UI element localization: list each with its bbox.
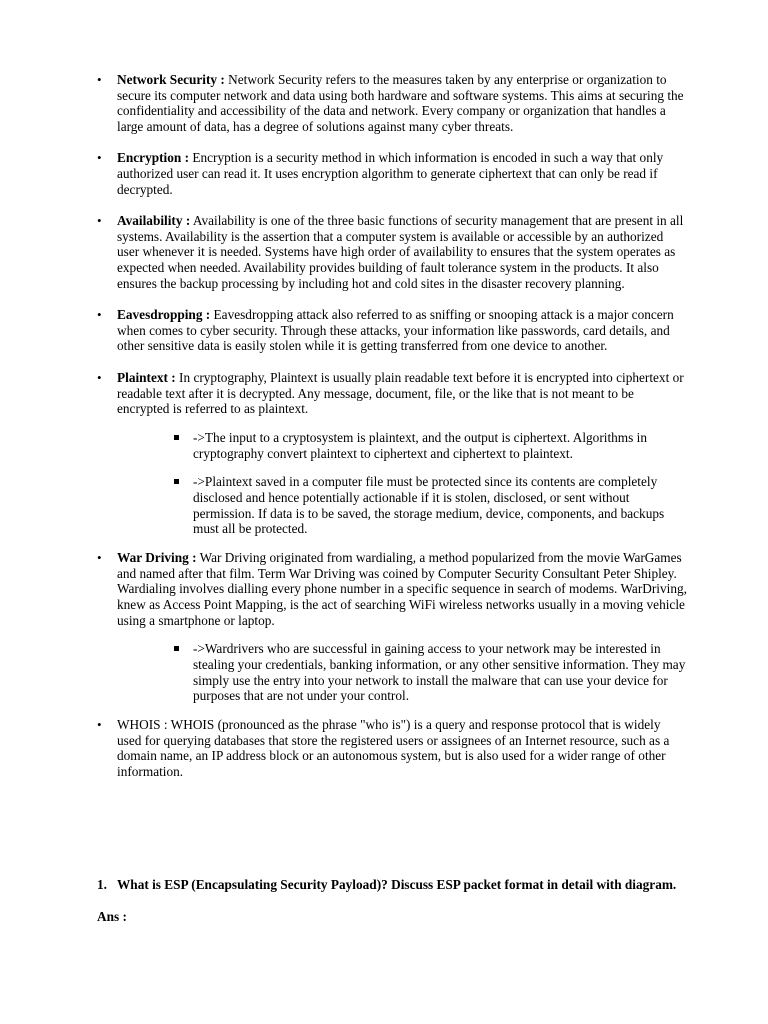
term-network-security: Network Security : (117, 72, 225, 87)
definition-war-driving: War Driving originated from wardialing, a method popularized from the movie WarGames and named after that film. Term War Driving was coined by Computer Security Consultant Peter Shipley. Wardialing involves dialling every phone number in a specific sequence in search of modems. WarDriving, knew as Access Point Mapping, is the act of searching WiFi wireless networks usually in a moving vehicle using a smartphone or laptop. (117, 550, 687, 628)
list-item-plaintext (97, 369, 688, 417)
definition-eavesdropping: Eavesdropping attack also referred to as sniffing or snooping attack is a major concern when comes to cyber security. Through these attacks, your information like passwords, card details, and other sensitive data is easily stolen while it is getting transferred from one device to another. (117, 307, 674, 354)
list-item-whois (97, 717, 688, 779)
bullet-icon: • (97, 717, 102, 733)
list-item-encryption (97, 150, 688, 197)
question-number: 1. (97, 877, 107, 892)
term-plaintext: Plaintext : (117, 369, 176, 385)
sub-item-plaintext-1 (193, 430, 688, 461)
list-item-network-security (97, 72, 688, 134)
sub-item-text: ->The input to a cryptosystem is plaintext, and the output is ciphertext. Algorithms in cryptography convert plaintext to ciphertext and ciphertext to plaintext. (193, 429, 647, 461)
term-availability: Availability : (117, 213, 191, 229)
square-bullet-icon (174, 479, 179, 484)
question-text: What is ESP (Encapsulating Security Payload)? Discuss ESP packet format in detail with diagram. (117, 877, 677, 892)
term-war-driving: War Driving : (117, 550, 197, 566)
term-eavesdropping: Eavesdropping : (117, 307, 211, 323)
bullet-icon: • (97, 72, 102, 87)
answer-label: Ans : (97, 909, 127, 924)
bullet-icon: • (97, 369, 102, 385)
bullet-icon: • (97, 150, 102, 166)
list-item-eavesdropping (97, 307, 688, 354)
bullet-icon: • (97, 307, 102, 323)
list-item-war-driving (97, 550, 688, 628)
sub-item-text: ->Wardrivers who are successful in gaining access to your network may be interested in stealing your credentials, banking information, or any other sensitive information. They may simply use the entry into your network to install the malware that can use your device for purposes that are not under your control. (193, 641, 686, 704)
definition-plaintext: In cryptography, Plaintext is usually plain readable text before it is encrypted into ciphertext or readable text after it is decrypted. Any message, document, file, or the like that is not meant to be encrypted is referred to as plaintext. (117, 369, 684, 417)
definition-network-security: Network Security refers to the measures taken by any enterprise or organization to secure its computer network and data using both hardware and software systems. This aims at securing the confidentiality and accessibility of the data and network. Every company or organization that handles a large amount of data, has a degree of solutions against many cyber threats. (117, 72, 684, 134)
definition-whois: WHOIS : WHOIS (pronounced as the phrase "who is") is a query and response protocol that is widely used for querying databases that store the registered users or assignees of an Internet resource, such as a domain name, an IP address block or an autonomous system, but is also used for a wider range of other information. (117, 717, 670, 779)
sub-item-text: ->Plaintext saved in a computer file must be protected since its contents are completely disclosed and hence potentially actionable if it is stolen, disclosed, or sent without permission. If data is to be saved, the storage medium, device, components, and backups must all be protected. (193, 474, 665, 537)
list-item-availability (97, 213, 688, 291)
definition-availability: Availability is one of the three basic functions of security management that are present in all systems. Availability is the assertion that a computer system is available or accessible by an authorized user whenever it is needed. Systems have high order of availability to ensures that the system operates as expected when needed. Availability provides building of fault tolerance system in the products. It also ensures the backup processing by including hot and cold sites in the disaster recovery planning. (117, 213, 684, 291)
bullet-icon: • (97, 213, 102, 229)
sub-item-war-driving-1 (193, 641, 688, 703)
definition-encryption: Encryption is a security method in which information is encoded in such a way that only authorized user can read it. It uses encryption algorithm to generate ciphertext that can only be read if decrypted. (117, 150, 664, 197)
question-1 (97, 877, 688, 893)
square-bullet-icon (174, 435, 179, 440)
square-bullet-icon (174, 646, 179, 651)
bullet-icon: • (97, 550, 102, 566)
sub-item-plaintext-2 (193, 474, 688, 536)
term-encryption: Encryption : (117, 150, 190, 166)
